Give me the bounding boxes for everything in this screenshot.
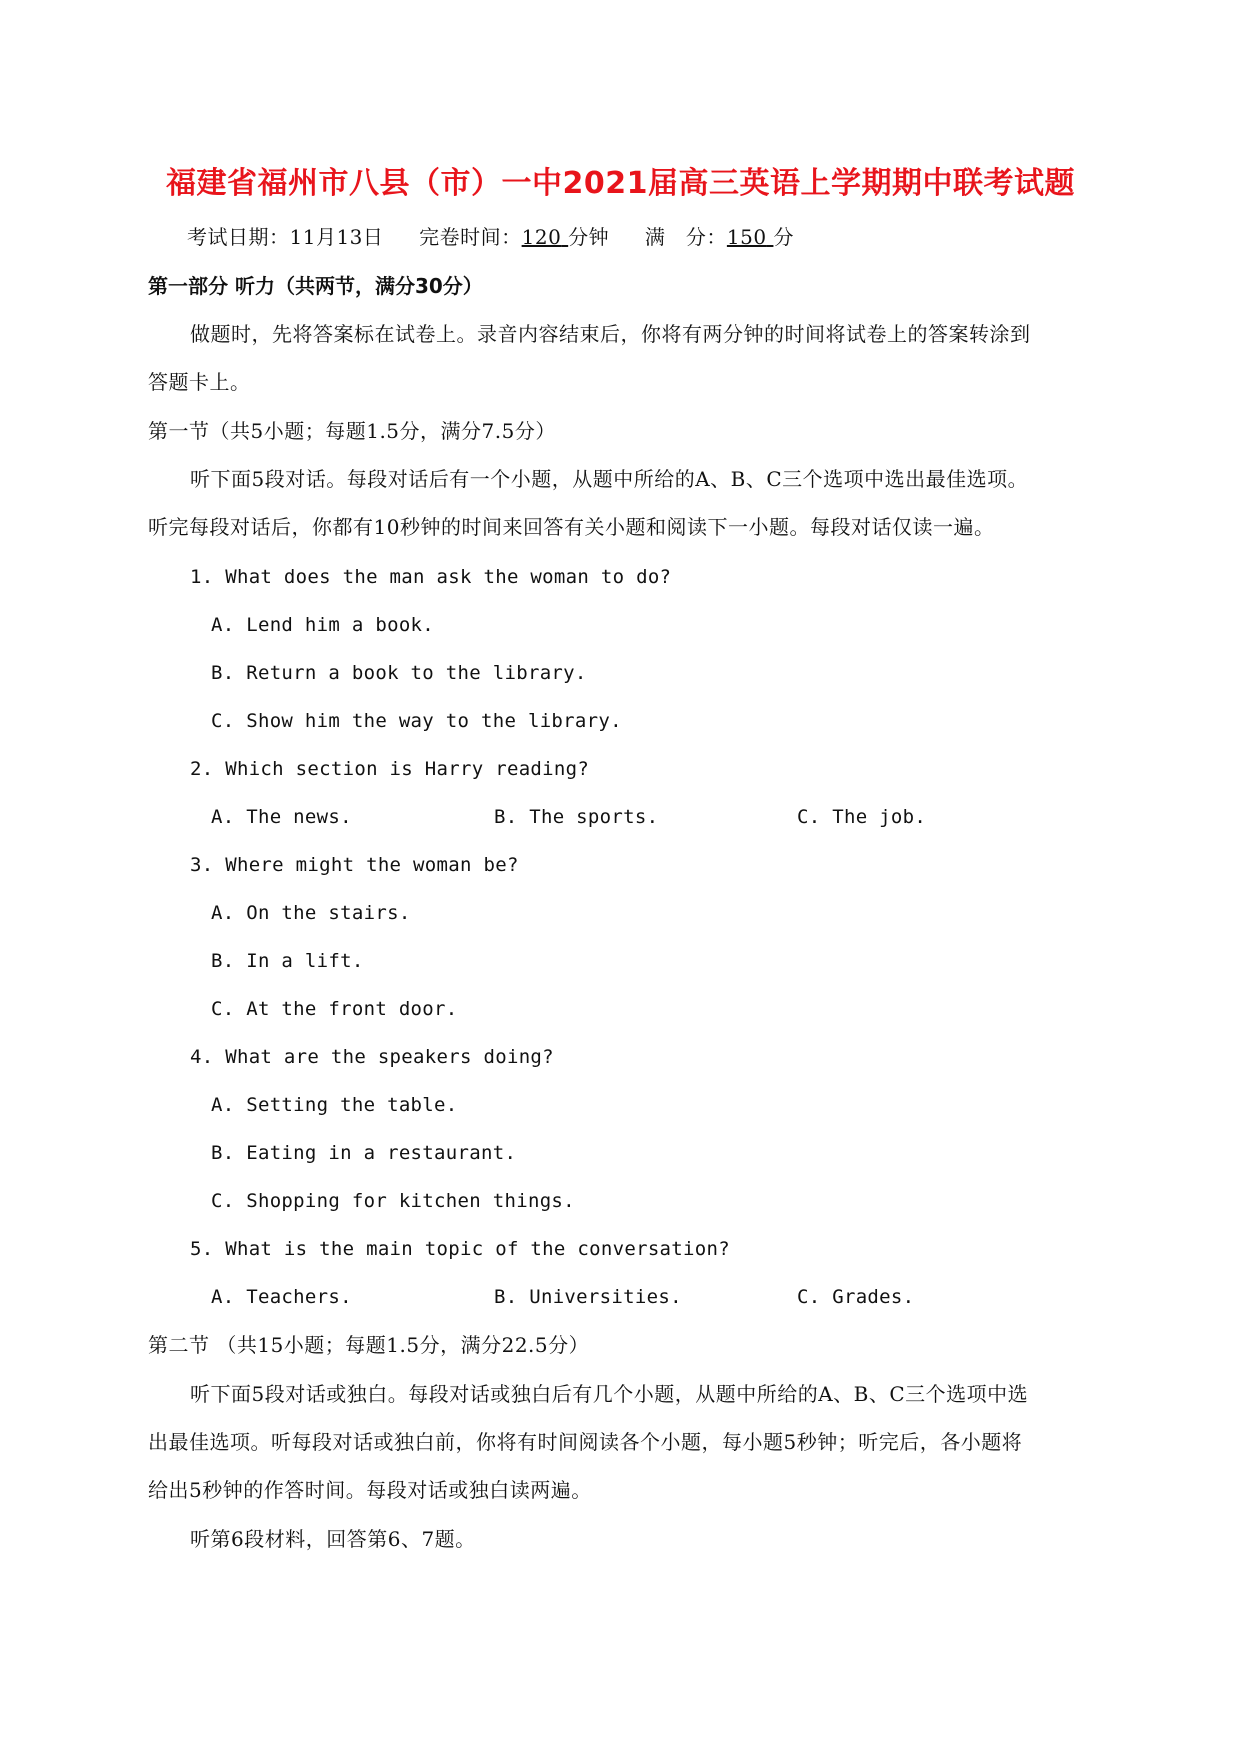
- question-5-option-c: C. Grades.: [797, 1286, 915, 1308]
- question-3-option-a: A. On the stairs.: [211, 902, 411, 924]
- question-5-option-b: B. Universities.: [494, 1286, 682, 1308]
- section1-instruction-1: 听下面5段对话。每段对话后有一个小题，从题中所给的A、B、C三个选项中选出最佳选项。: [190, 467, 1029, 491]
- exam-title: 福建省福州市八县（市）一中2021届高三英语上学期期中联考试题: [166, 166, 1075, 201]
- score-label: 满 分：: [644, 225, 727, 249]
- time-unit: 分钟: [568, 225, 610, 249]
- question-3-option-c: C. At the front door.: [211, 998, 458, 1020]
- part1-instruction-2: 答题卡上。: [148, 370, 251, 394]
- question-3: 3. Where might the woman be?: [190, 854, 519, 876]
- section2-instruction-3: 给出5秒钟的作答时间。每段对话或独白读两遍。: [148, 1478, 592, 1502]
- section1-instruction-2: 听完每段对话后，你都有10秒钟的时间来回答有关小题和阅读下一小题。每段对话仅读一遍。: [148, 515, 995, 539]
- time-value: 120: [521, 225, 562, 249]
- section2-instruction-2: 出最佳选项。听每段对话或独白前，你将有时间阅读各个小题，每小题5秒钟；听完后，各小题将: [148, 1430, 1023, 1454]
- time-label: 完卷时间：: [419, 225, 522, 249]
- question-2-option-c: C. The job.: [797, 806, 927, 828]
- question-2: 2. Which section is Harry reading?: [190, 758, 590, 780]
- question-1: 1. What does the man ask the woman to do?: [190, 566, 672, 588]
- question-4-option-a: A. Setting the table.: [211, 1094, 458, 1116]
- question-5: 5. What is the main topic of the conversation?: [190, 1238, 730, 1260]
- material-6-prompt: 听第6段材料，回答第6、7题。: [190, 1527, 476, 1551]
- section2-instruction-1: 听下面5段对话或独白。每段对话或独白后有几个小题，从题中所给的A、B、C三个选项中选: [190, 1382, 1029, 1406]
- score-value: 150: [726, 225, 767, 249]
- exam-info: [187, 223, 794, 251]
- part1-instruction-1: 做题时，先将答案标在试卷上。录音内容结束后，你将有两分钟的时间将试卷上的答案转涂到: [190, 322, 1031, 346]
- question-3-option-b: B. In a lift.: [211, 950, 364, 972]
- question-4: 4. What are the speakers doing?: [190, 1046, 554, 1068]
- question-2-option-b: B. The sports.: [494, 806, 659, 828]
- exam-date: 考试日期：11月13日: [187, 225, 384, 249]
- question-1-option-a: A. Lend him a book.: [211, 614, 435, 636]
- score-unit: 分: [773, 225, 794, 249]
- section2-heading: 第二节 （共15小题；每题1.5分，满分22.5分）: [148, 1333, 590, 1357]
- question-1-option-c: C. Show him the way to the library.: [211, 710, 622, 732]
- question-5-option-a: A. Teachers.: [211, 1286, 352, 1308]
- question-4-option-c: C. Shopping for kitchen things.: [211, 1190, 575, 1212]
- part1-heading: 第一部分 听力（共两节，满分30分）: [148, 274, 483, 298]
- question-1-option-b: B. Return a book to the library.: [211, 662, 587, 684]
- section1-heading: 第一节（共5小题；每题1.5分，满分7.5分）: [148, 419, 556, 443]
- question-4-option-b: B. Eating in a restaurant.: [211, 1142, 517, 1164]
- question-2-option-a: A. The news.: [211, 806, 352, 828]
